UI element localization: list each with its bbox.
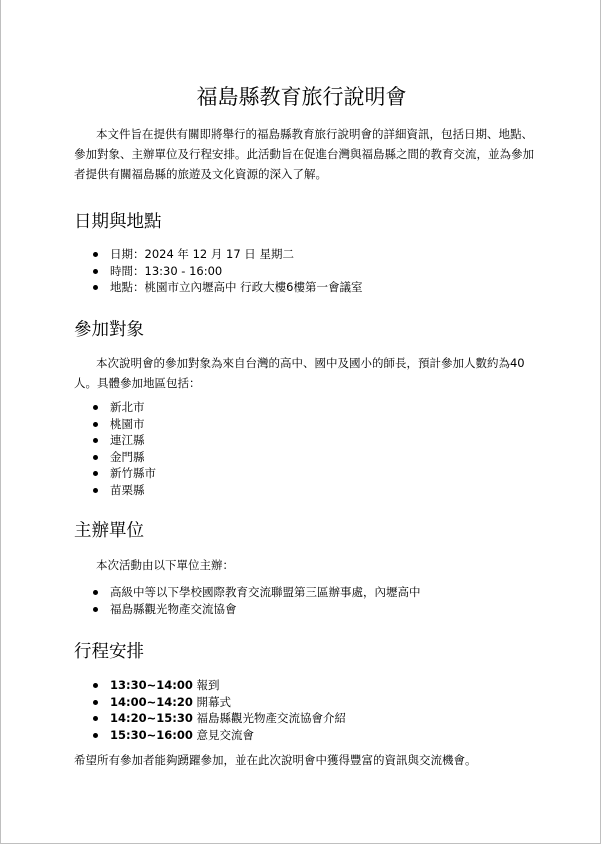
list-item: 地點：桃園市立內壢高中 行政大樓6樓第一會議室: [93, 279, 362, 296]
list-item: 金門縣: [93, 449, 156, 466]
schedule-event: 報到: [196, 678, 220, 692]
schedule-item: [93, 710, 346, 727]
audience-heading: 參加對象: [74, 320, 144, 340]
intro-paragraph: 本文件旨在提供有關即將舉行的福島縣教育旅行說明會的詳細資訊，包括日期、地點、參加對象、主辦單位及行程安排。此活動旨在促進台灣與福島縣之間的教育交流，並為參加者提供有關福島縣的旅遊及文化資源的深入了解。: [74, 127, 534, 181]
schedule-time: 13:30~14:00: [110, 678, 193, 692]
list-item: 桃園市: [93, 416, 156, 433]
list-item: 連江縣: [93, 432, 156, 449]
date-location-list: [93, 246, 362, 296]
organizer-heading: 主辦單位: [74, 521, 144, 541]
schedule-time: 14:20~15:30: [110, 711, 193, 725]
closing-paragraph: 希望所有參加者能夠踴躍參加，並在此次說明會中獲得豐富的資訊與交流機會。: [74, 753, 477, 767]
list-item: 時間：13:30 - 16:00: [93, 263, 362, 280]
organizer-list: [93, 584, 421, 617]
schedule-item: [93, 677, 346, 694]
schedule-event: 意見交流會: [196, 727, 255, 742]
organizer-paragraph: 本次活動由以下單位主辦：: [96, 558, 234, 572]
list-item: 苗栗縣: [93, 482, 156, 499]
audience-paragraph: 本次說明會的參加對象為來自台灣的高中、國中及國小的師長，預計參加人數約為40人。具體參加地區包括：: [74, 356, 525, 390]
document-title: 福島縣教育旅行說明會: [196, 85, 407, 109]
region-list: [93, 399, 156, 498]
list-item: 福島縣觀光物產交流協會: [93, 601, 421, 618]
schedule-item: [93, 694, 346, 711]
schedule-event: 開幕式: [196, 694, 232, 709]
list-item: 日期：2024 年 12 月 17 日 星期二: [93, 246, 362, 263]
schedule-time: 15:30~16:00: [110, 727, 193, 742]
list-item: 新北市: [93, 399, 156, 416]
schedule-time: 14:00~14:20: [110, 694, 193, 709]
schedule-event: 福島縣觀光物產交流協會介紹: [196, 711, 347, 725]
date-location-heading: 日期與地點: [74, 212, 162, 232]
schedule-heading: 行程安排: [74, 642, 144, 662]
schedule-list: [93, 677, 346, 743]
schedule-item: [93, 727, 346, 744]
list-item: 高級中等以下學校國際教育交流聯盟第三區辦事處，內壢高中: [93, 584, 421, 601]
list-item: 新竹縣市: [93, 465, 156, 482]
